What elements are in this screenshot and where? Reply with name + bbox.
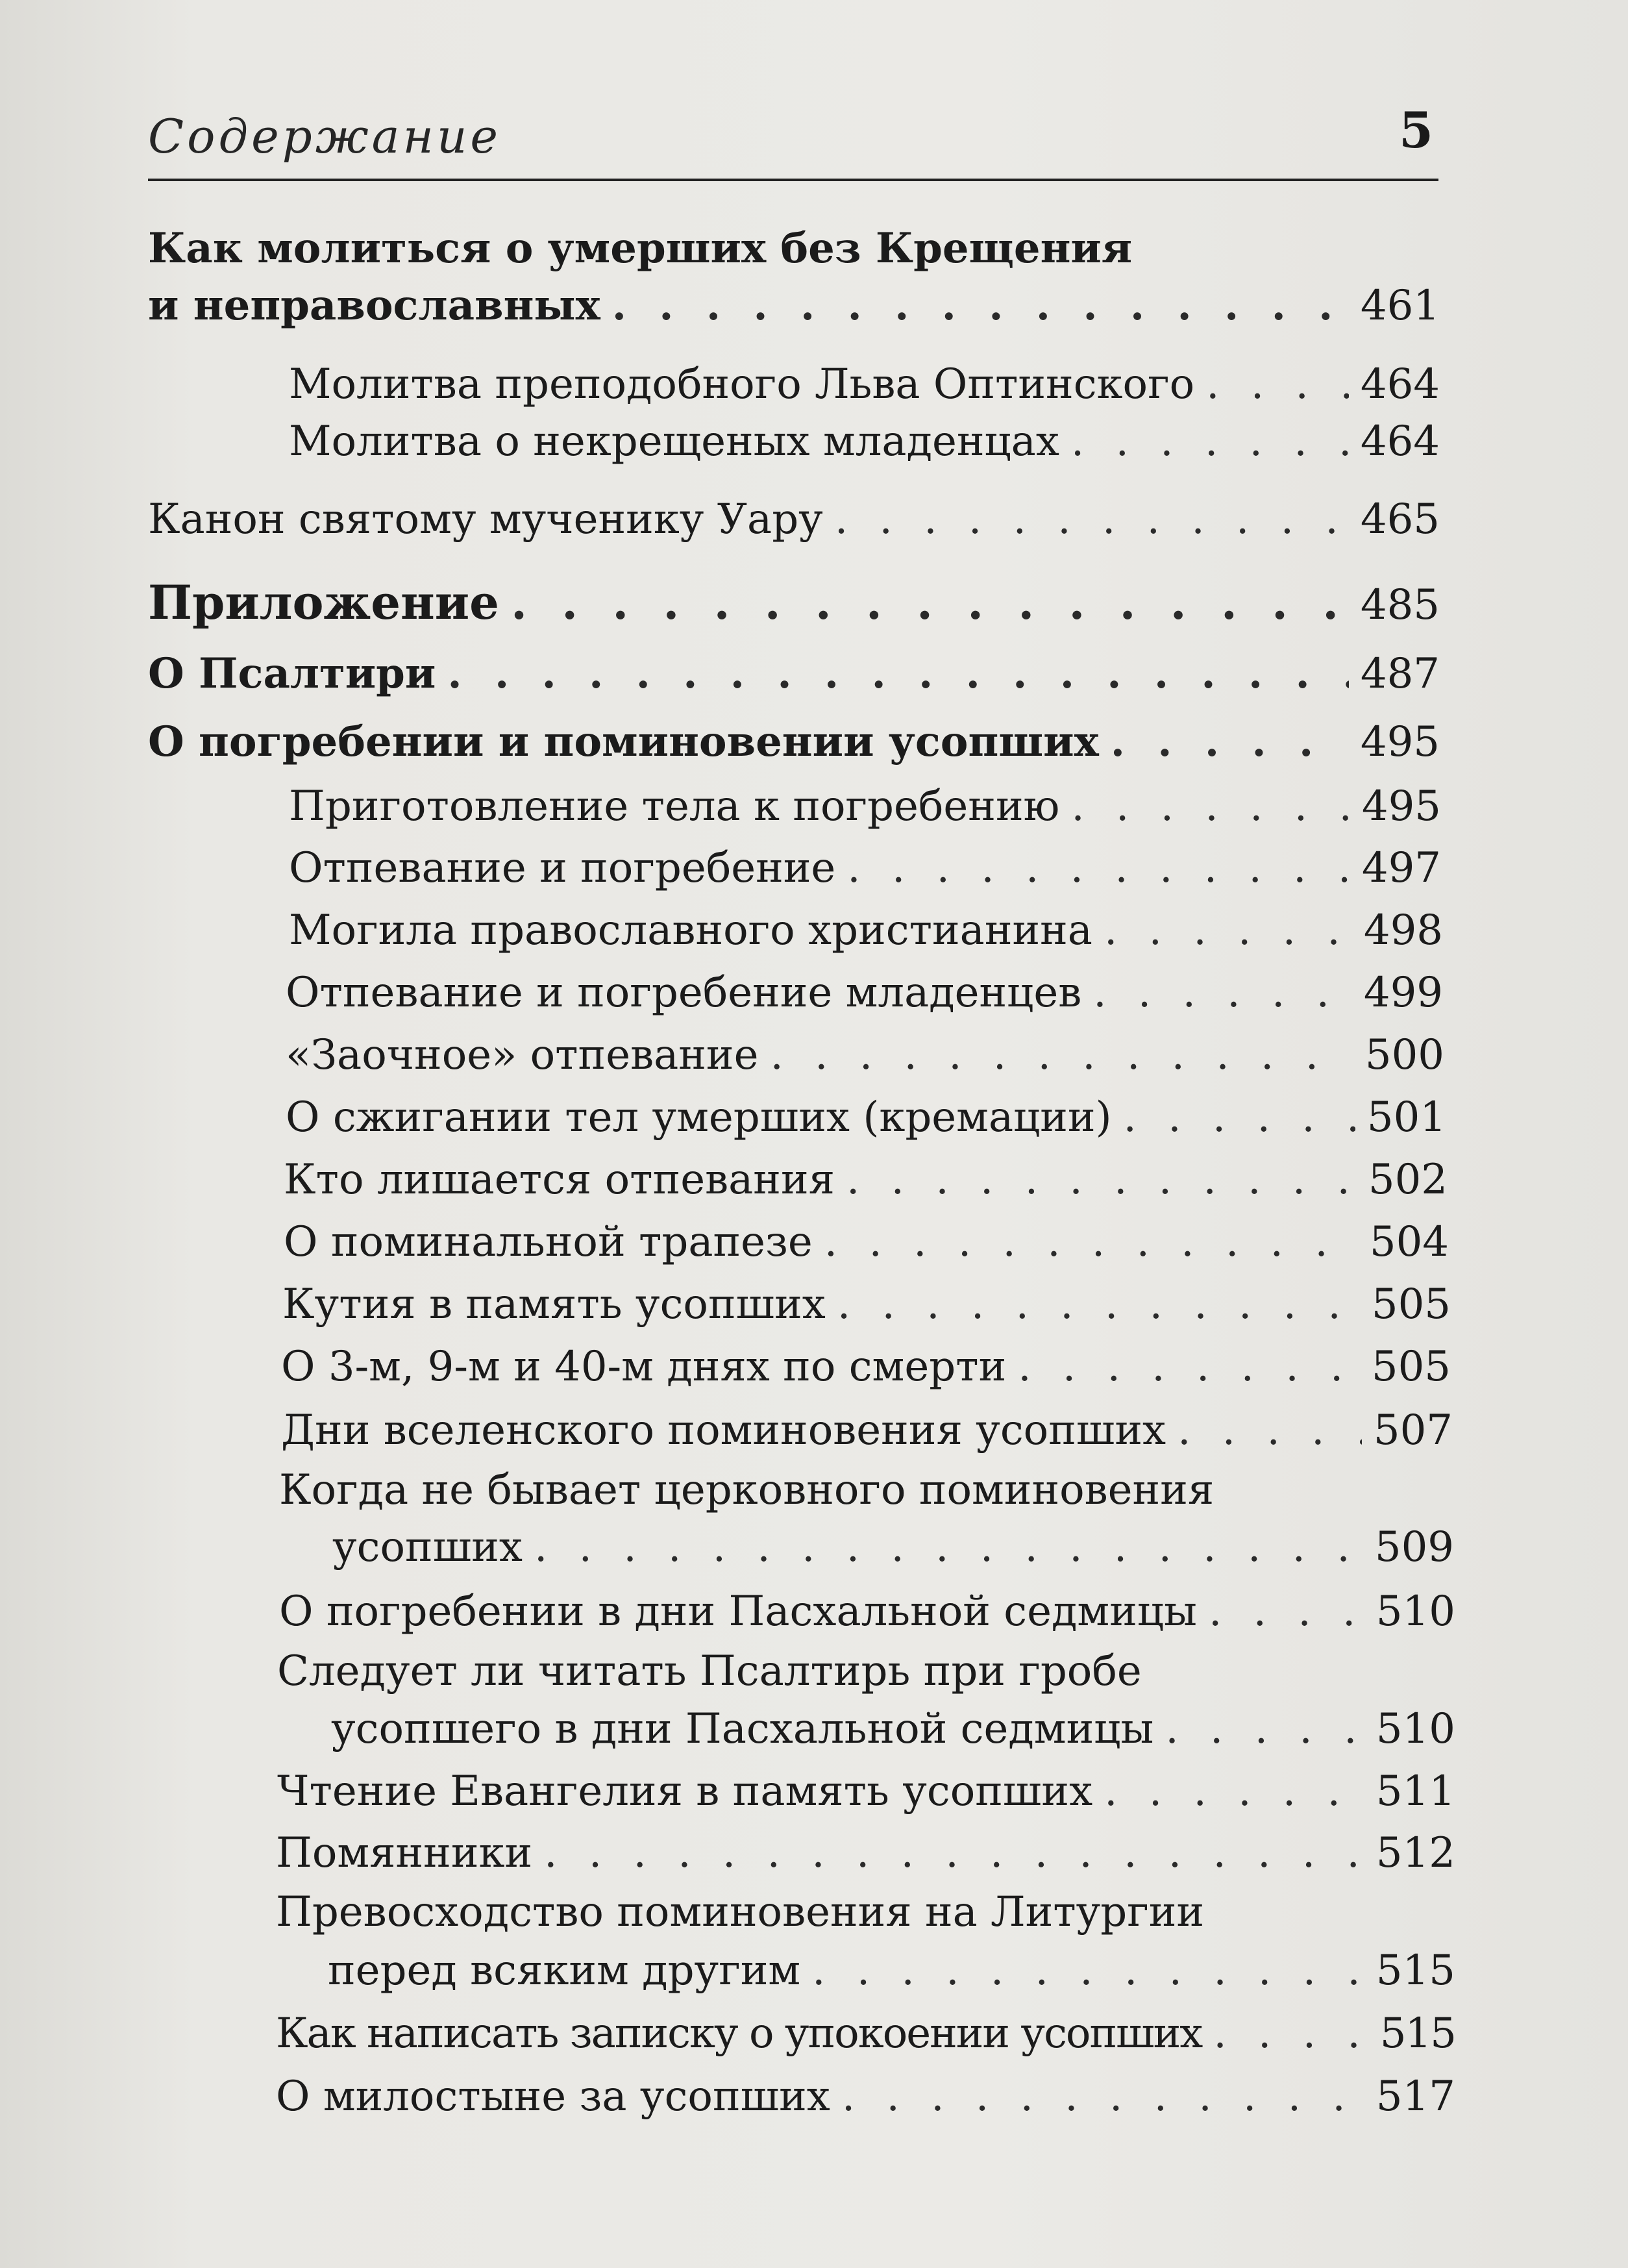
- toc-entry: [277, 1647, 1455, 1706]
- leader-dots: [1071, 417, 1349, 466]
- toc-entry-page: 499: [1363, 969, 1443, 1017]
- toc-entry-title: Канон святому мученику Уару: [148, 495, 823, 543]
- toc-entry-page: 511: [1375, 1767, 1455, 1815]
- toc-entry: [277, 1767, 1455, 1826]
- leader-dots: [770, 1031, 1353, 1079]
- leader-dots: [447, 649, 1348, 698]
- toc-entry-title: О Псалтири: [148, 649, 436, 698]
- toc-entry-page: 504: [1369, 1218, 1449, 1266]
- toc-entry-title: и неправославных: [148, 281, 600, 330]
- toc-entry: [281, 1406, 1453, 1465]
- toc-entry-page: 515: [1375, 1947, 1455, 1995]
- leader-dots: [1093, 969, 1352, 1017]
- toc-entry-page: 464: [1360, 360, 1440, 408]
- toc-entry-page: 507: [1373, 1406, 1453, 1454]
- toc-entry: [284, 1218, 1449, 1277]
- toc-entry: [332, 1523, 1454, 1582]
- toc-entry: [148, 495, 1440, 554]
- toc-entry-page: 501: [1366, 1093, 1446, 1141]
- toc-entry-title: О погребении и поминовении усопших: [148, 717, 1099, 766]
- toc-entry: [148, 281, 1440, 340]
- leader-dots: [534, 1523, 1363, 1571]
- toc-entry: [284, 1156, 1448, 1214]
- toc-entry: [286, 1031, 1444, 1090]
- leader-dots: [847, 844, 1350, 892]
- toc-entry-page: 510: [1375, 1588, 1455, 1636]
- toc-entry-title: перед всяким другим: [328, 1947, 801, 1995]
- toc-entry: [289, 906, 1443, 965]
- toc-entry-title: Приложение: [148, 575, 499, 630]
- toc-entry-title: Следует ли читать Псалтирь при гробе: [277, 1647, 1142, 1695]
- toc-entry-title: усопшего в дни Пасхальной седмицы: [331, 1705, 1154, 1753]
- leader-dots: [1018, 1343, 1360, 1391]
- toc-entry-page: 510: [1375, 1705, 1455, 1753]
- leader-dots: [1071, 782, 1350, 830]
- toc-entry-title: Помянники: [276, 1829, 533, 1877]
- leader-dots: [1104, 1767, 1364, 1815]
- leader-dots: [612, 281, 1349, 330]
- toc-entry: [276, 1829, 1455, 1888]
- toc-entry-title: О поминальной трапезе: [284, 1218, 813, 1266]
- leader-dots: [846, 1156, 1357, 1204]
- toc-entry-title: Чтение Евангелия в память усопших: [277, 1767, 1093, 1815]
- toc-entry-page: 500: [1364, 1031, 1444, 1079]
- toc-entry-page: 502: [1368, 1156, 1448, 1204]
- toc-entry-title: О погребении в дни Пасхальной седмицы: [279, 1588, 1197, 1636]
- toc-entry: [286, 1093, 1446, 1152]
- leader-dots: [812, 1947, 1364, 1995]
- toc-entry: [328, 1947, 1455, 2005]
- toc-entry-title: Как молиться о умерших без Крещения: [148, 224, 1133, 273]
- leader-dots: [1124, 1093, 1355, 1141]
- toc-entry-page: 464: [1360, 417, 1440, 466]
- leader-dots: [837, 1280, 1360, 1328]
- leader-dots: [1178, 1406, 1362, 1454]
- toc-entry-page: 465: [1360, 495, 1440, 543]
- toc-entry: [282, 1280, 1451, 1339]
- toc-entry-page: 487: [1360, 650, 1440, 698]
- header-page-number: 5: [1399, 101, 1433, 159]
- toc-entry-page: 509: [1374, 1523, 1454, 1571]
- header-title: Содержание: [148, 109, 501, 164]
- toc-entry-page: 512: [1375, 1829, 1455, 1877]
- leader-dots: [1209, 1588, 1364, 1636]
- leader-dots: [511, 575, 1349, 630]
- toc-entry: [276, 2073, 1455, 2131]
- toc-entry: [148, 575, 1440, 633]
- toc-entry: [279, 1466, 1454, 1525]
- toc-entry-title: Кутия в память усопших: [282, 1280, 826, 1328]
- toc-entry-title: О сжигании тел умерших (кремации): [286, 1093, 1112, 1141]
- toc-entry: [286, 969, 1443, 1027]
- toc-entry: [331, 1705, 1455, 1763]
- leader-dots: [1104, 906, 1352, 954]
- toc-entry: [281, 1343, 1451, 1401]
- toc-entry-page: 505: [1371, 1343, 1451, 1391]
- toc-entry-title: Молитва о некрещеных младенцах: [289, 417, 1059, 466]
- toc-entry: [289, 360, 1440, 419]
- toc-entry: [289, 782, 1441, 841]
- toc-entry-title: Приготовление тела к погребению: [289, 782, 1060, 830]
- toc-entry: [148, 224, 1440, 282]
- toc-entry-title: О 3-м, 9-м и 40-м днях по смерти: [281, 1343, 1007, 1391]
- toc-entry-title: Когда не бывает церковного поминовения: [279, 1466, 1215, 1514]
- toc-entry: [279, 1588, 1455, 1646]
- toc-entry-title: усопших: [332, 1523, 523, 1571]
- toc-entry: [289, 844, 1441, 903]
- running-header: [148, 97, 1438, 181]
- toc-entry-page: 497: [1361, 844, 1441, 892]
- toc-entry-title: «Заочное» отпевание: [286, 1031, 759, 1079]
- leader-dots: [544, 1829, 1364, 1877]
- leader-dots: [824, 1218, 1358, 1266]
- toc-entry-page: 495: [1361, 782, 1441, 830]
- leader-dots: [1111, 717, 1349, 766]
- toc-entry: [148, 649, 1440, 708]
- toc-entry-page: 517: [1375, 2073, 1455, 2121]
- toc-entry-title: Молитва преподобного Льва Оптинского: [289, 360, 1195, 408]
- toc-entry-title: Дни вселенского поминовения усопших: [281, 1406, 1166, 1454]
- toc-entry-title: Могила православного христианина: [289, 906, 1092, 954]
- leader-dots: [1206, 360, 1349, 408]
- toc-entry: [289, 417, 1440, 476]
- toc-entry-page: 505: [1371, 1280, 1451, 1328]
- toc-entry-title: О милостыне за усопших: [276, 2073, 830, 2121]
- leader-dots: [1213, 2010, 1368, 2058]
- toc-entry: [276, 2010, 1455, 2068]
- toc-entry: [276, 1888, 1455, 1947]
- leader-dots: [835, 495, 1349, 543]
- toc-entry-page: 485: [1360, 581, 1440, 629]
- toc-entry-title: Как написать записку о упокоении усопших: [276, 2010, 1202, 2058]
- toc-entry-title: Превосходство поминовения на Литургии: [276, 1888, 1205, 1936]
- toc-entry-title: Отпевание и погребение младенцев: [286, 969, 1082, 1017]
- toc-entry-page: 498: [1363, 906, 1443, 954]
- toc-entry-page: 461: [1360, 282, 1440, 330]
- toc-entry: [148, 717, 1440, 776]
- toc-entry-page: 495: [1360, 718, 1440, 766]
- leader-dots: [842, 2073, 1364, 2121]
- toc-entry-page: 515: [1379, 2010, 1455, 2058]
- toc-entry-title: Кто лишается отпевания: [284, 1156, 835, 1204]
- leader-dots: [1165, 1705, 1364, 1753]
- toc-entry-title: Отпевание и погребение: [289, 844, 836, 892]
